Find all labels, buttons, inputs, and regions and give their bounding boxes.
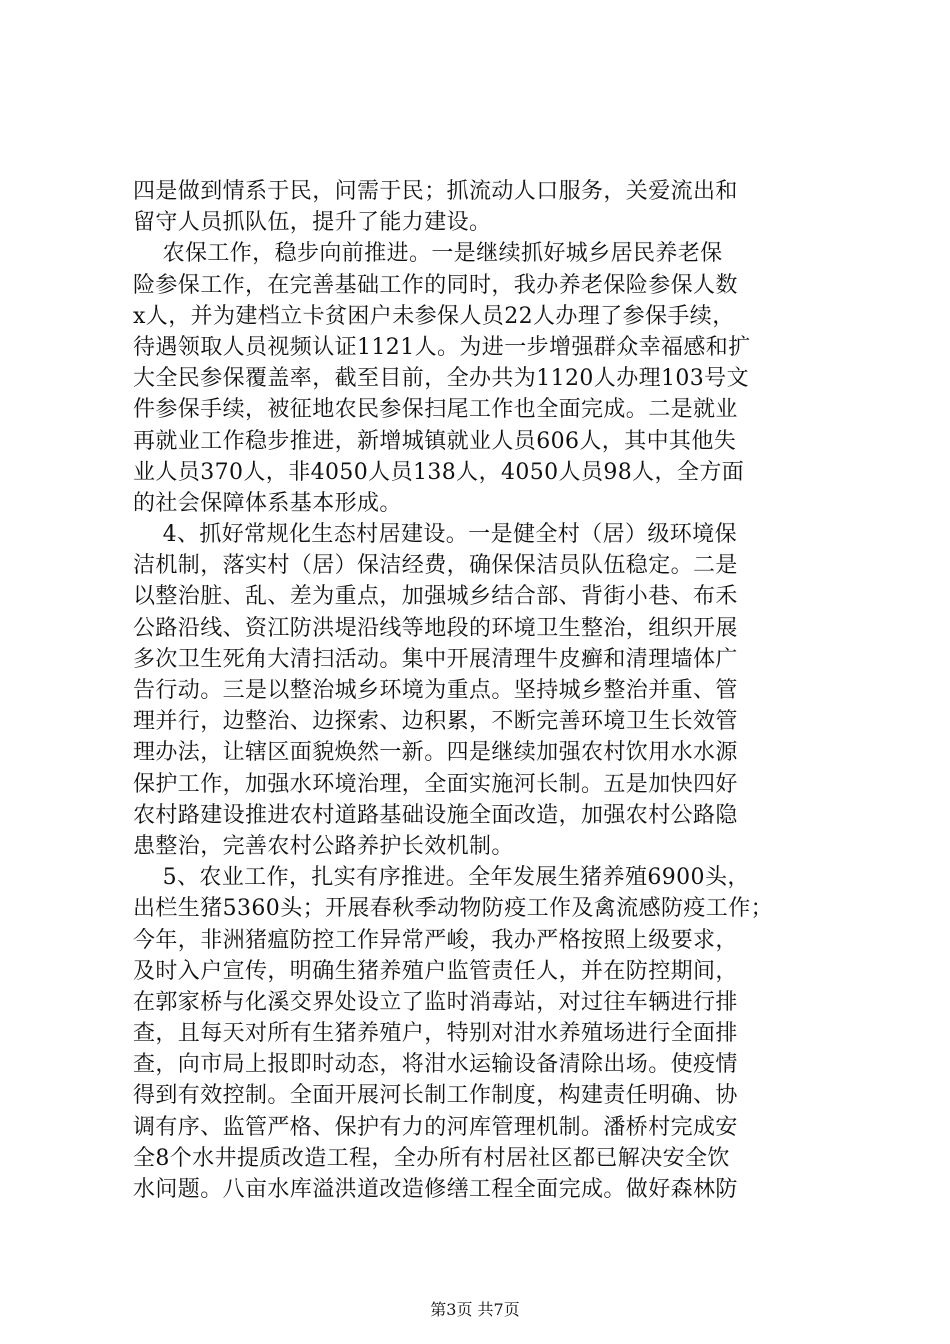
text-line: 告行动。三是以整治城乡环境为重点。坚持城乡整治并重、管 bbox=[133, 678, 738, 703]
page-footer: 第3页 共7页 bbox=[430, 1300, 520, 1319]
text-line: x人，并为建档立卡贫困户未参保人员22人办理了参保手续， bbox=[133, 303, 735, 329]
text-line: 险参保工作，在完善基础工作的同时，我办养老保险参保人数 bbox=[133, 272, 738, 298]
text-line: 理办法，让辖区面貌焕然一新。四是继续加强农村饮用水水源 bbox=[133, 740, 738, 766]
text-line: 在郭家桥与化溪交界处设立了监时消毒站，对过往车辆进行排 bbox=[133, 989, 738, 1015]
text-line: 5、农业工作，扎实有序推进。全年发展生猪养殖6900头， bbox=[133, 865, 750, 891]
text-line: 件参保手续，被征地农民参保扫尾工作也全面完成。二是就业 bbox=[133, 397, 738, 423]
text-line: 农保工作，稳步向前推进。一是继续抓好城乡居民养老保 bbox=[133, 241, 723, 267]
text-line: 患整治，完善农村公路养护长效机制。 bbox=[133, 833, 514, 859]
body-text bbox=[133, 176, 833, 1205]
text-line: 农村路建设推进农村道路基础设施全面改造，加强农村公路隐 bbox=[133, 802, 738, 828]
text-line: 水问题。八亩水库溢洪道改造修缮工程全面完成。做好森林防 bbox=[133, 1177, 738, 1202]
text-line: 多次卫生死角大清扫活动。集中开展清理牛皮癣和清理墙体广 bbox=[133, 646, 738, 672]
text-line: 公路沿线、资江防洪堤沿线等地段的环境卫生整治，组织开展 bbox=[133, 615, 738, 641]
text-line: 今年，非洲猪瘟防控工作异常严峻，我办严格按照上级要求， bbox=[133, 927, 738, 953]
text-line: 全8个水井提质改造工程，全办所有村居社区都已解决安全饮 bbox=[133, 1145, 730, 1171]
text-line: 4、抓好常规化生态村居建设。一是健全村（居）级环境保 bbox=[133, 522, 737, 548]
text-line: 保护工作，加强水环境治理，全面实施河长制。五是加快四好 bbox=[133, 771, 738, 797]
text-line: 大全民参保覆盖率，截至目前，全办共为1120人办理103号文 bbox=[133, 366, 749, 392]
text-line: 调有序、监管严格、保护有力的河库管理机制。潘桥村完成安 bbox=[133, 1114, 738, 1140]
text-line: 的社会保障体系基本形成。 bbox=[133, 490, 402, 516]
text-line: 理并行，边整治、边探索、边积累，不断完善环境卫生长效管 bbox=[133, 709, 738, 735]
text-line: 再就业工作稳步推进，新增城镇就业人员606人，其中其他失 bbox=[133, 428, 737, 454]
text-line: 待遇领取人员视频认证1121人。为进一步增强群众幸福感和扩 bbox=[133, 334, 751, 360]
text-line: 洁机制，落实村（居）保洁经费，确保保洁员队伍稳定。二是 bbox=[133, 553, 738, 579]
text-line: 及时入户宣传，明确生猪养殖户监管责任人，并在防控期间， bbox=[133, 958, 738, 984]
text-line: 四是做到情系于民，问需于民；抓流动人口服务，关爱流出和 bbox=[133, 179, 738, 204]
text-line: 查，向市局上报即时动态，将泔水运输设备清除出场。使疫情 bbox=[133, 1052, 738, 1078]
text-line: 以整治脏、乱、差为重点，加强城乡结合部、背街小巷、布禾 bbox=[133, 584, 738, 610]
text-line: 出栏生猪5360头；开展春秋季动物防疫工作及禽流感防疫工作； bbox=[133, 896, 773, 922]
text-line: 留守人员抓队伍，提升了能力建设。 bbox=[133, 210, 492, 236]
text-line: 得到有效控制。全面开展河长制工作制度，构建责任明确、协 bbox=[133, 1083, 738, 1109]
text-line: 查，且每天对所有生猪养殖户，特别对泔水养殖场进行全面排 bbox=[133, 1021, 738, 1047]
text-line: 业人员370人，非4050人员138人，4050人员98人，全方面 bbox=[133, 459, 745, 485]
